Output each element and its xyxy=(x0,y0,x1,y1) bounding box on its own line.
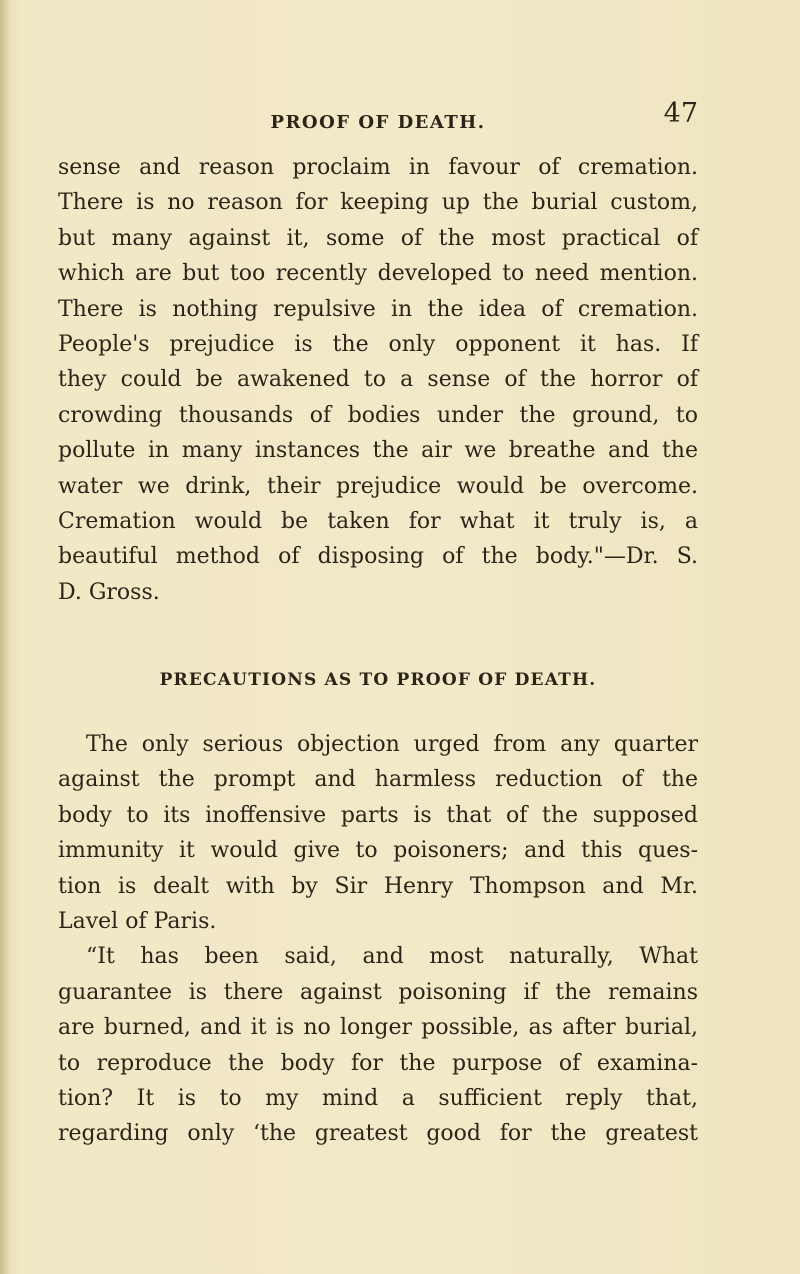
text-line: to reproduce the body for the purpose of examina- xyxy=(58,1050,698,1076)
page-gutter-shadow xyxy=(0,0,10,1274)
text-line: The only serious objection urged from any quarter xyxy=(86,732,698,758)
text-line: tion? It is to my mind a sufficient reply that, xyxy=(58,1085,698,1111)
text-line: sense and reason proclaim in favour of cremation. xyxy=(58,155,698,180)
text-line: D. Gross. xyxy=(58,579,160,605)
text-line: Cremation would be taken for what it truly is, a xyxy=(58,508,698,534)
text-line: they could be awakened to a sense of the horror of xyxy=(58,367,698,393)
text-line: body to its inoffensive parts is that of the supposed xyxy=(58,802,698,828)
text-line: which are but too recently developed to need mention. xyxy=(58,261,698,287)
page-header xyxy=(58,98,698,138)
section-heading: PRECAUTIONS AS TO PROOF OF DEATH. xyxy=(159,670,597,691)
paragraph-objection xyxy=(58,727,698,939)
text-line: regarding only ‘the greatest good for the greatest xyxy=(58,1121,698,1147)
paragraph-quote-ending xyxy=(58,150,698,610)
text-line: guarantee is there against poisoning if the remains xyxy=(58,979,698,1005)
text-line: crowding thousands of bodies under the ground, to xyxy=(58,402,698,428)
page-number: 47 xyxy=(663,98,698,129)
text-line: People's prejudice is the only opponent it has. If xyxy=(58,331,698,357)
text-line: are burned, and it is no longer possible, as after burial, xyxy=(58,1015,698,1041)
text-line: Lavel of Paris. xyxy=(58,909,217,935)
paragraph-quotation xyxy=(58,939,698,1151)
text-line: tion is dealt with by Sir Henry Thompson and Mr. xyxy=(58,873,698,899)
text-line: beautiful method of disposing of the body."—Dr. S. xyxy=(58,544,698,570)
text-line: water we drink, their prejudice would be overcome. xyxy=(58,473,698,499)
text-line: against the prompt and harmless reduction of the xyxy=(58,767,698,793)
body-text xyxy=(58,150,698,1152)
text-line: “It has been said, and most naturally, What xyxy=(86,944,698,970)
text-line: There is no reason for keeping up the burial custom, xyxy=(58,190,698,216)
text-line: immunity it would give to poisoners; and this ques- xyxy=(58,838,698,864)
running-head: PROOF OF DEATH. xyxy=(270,112,486,133)
text-line: There is nothing repulsive in the idea of cremation. xyxy=(58,296,698,322)
text-line: pollute in many instances the air we breathe and the xyxy=(58,438,698,464)
text-line: but many against it, some of the most practical of xyxy=(58,225,698,251)
